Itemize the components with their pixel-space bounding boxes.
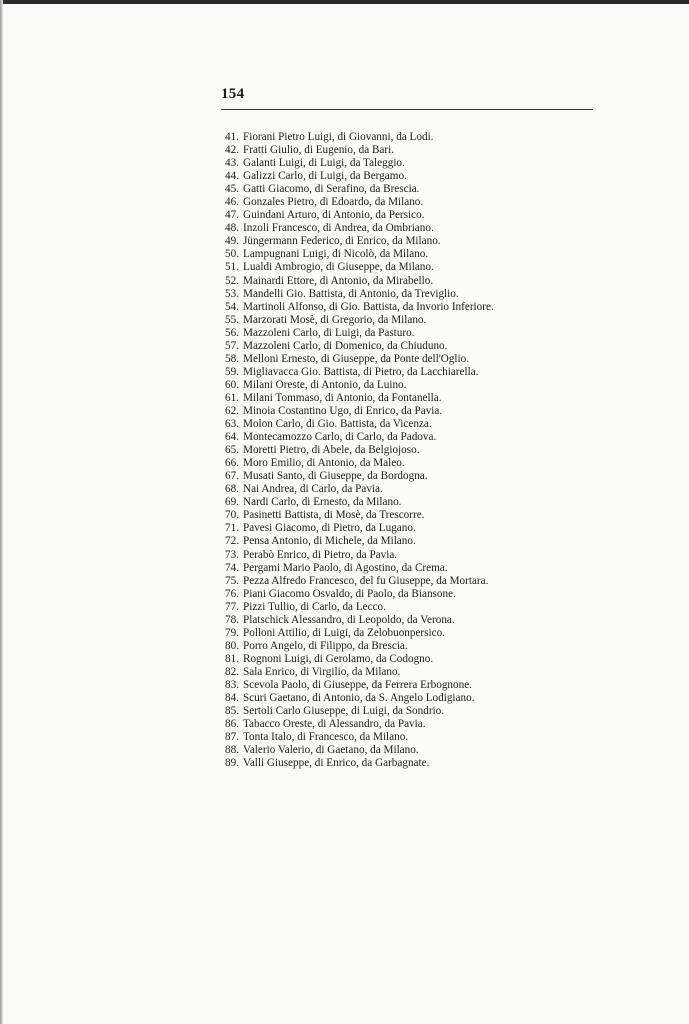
scan-left-edge bbox=[0, 0, 3, 1024]
entry-text: Molon Carlo, di Gio. Battista, da Vicenza. bbox=[243, 418, 432, 431]
list-item bbox=[213, 588, 494, 601]
entry-number: 86. bbox=[225, 718, 239, 731]
entry-text: Pergami Mario Paolo, di Agostino, da Crema. bbox=[243, 561, 448, 574]
entry-text: Jüngermann Federico, di Enrico, da Milano. bbox=[243, 235, 441, 248]
entry-number: 81. bbox=[225, 652, 239, 665]
list-item bbox=[213, 222, 494, 235]
entry-text: Musati Santo, di Giuseppe, da Bordogna. bbox=[243, 470, 428, 483]
list-item bbox=[213, 653, 494, 666]
list-item bbox=[213, 314, 494, 327]
entry-number: 45. bbox=[225, 183, 239, 196]
entry-text: Pasinetti Battista, di Mosè, da Trescorre. bbox=[243, 509, 425, 522]
entry-text: Melloni Ernesto, di Giuseppe, da Ponte dell'Oglio. bbox=[243, 352, 470, 365]
list-item bbox=[213, 431, 494, 444]
entry-text: Gonzales Pietro, di Edoardo, da Milano. bbox=[243, 196, 424, 209]
entry-text: Sala Enrico, di Virgilio, da Milano. bbox=[243, 665, 401, 678]
list-item bbox=[213, 183, 494, 196]
list-item bbox=[213, 457, 494, 470]
list-item bbox=[213, 705, 494, 718]
entry-text: Mazzoleni Carlo, di Luigi, da Pasturo. bbox=[243, 326, 415, 339]
entry-text: Pavesi Giacomo, di Pietro, da Lugano. bbox=[243, 522, 416, 535]
list-item bbox=[213, 144, 494, 157]
list-item bbox=[213, 562, 494, 575]
entry-number: 65. bbox=[225, 444, 239, 457]
list-item bbox=[213, 483, 494, 496]
list-item bbox=[213, 692, 494, 705]
list-item bbox=[213, 575, 494, 588]
list-item bbox=[213, 275, 494, 288]
entry-number: 69. bbox=[225, 496, 239, 509]
entry-number: 84. bbox=[225, 692, 239, 705]
entry-text: Nai Andrea, di Carlo, da Pavia. bbox=[243, 483, 383, 496]
entry-text: Mainardi Ettore, di Antonio, da Mirabello. bbox=[243, 274, 434, 287]
entry-number: 71. bbox=[225, 522, 239, 535]
list-item bbox=[213, 757, 494, 770]
entry-text: Valerio Valerio, di Gaetano, da Milano. bbox=[243, 744, 419, 757]
list-item bbox=[213, 744, 494, 757]
list-item bbox=[213, 170, 494, 183]
entry-text: Migliavacca Gio. Battista, di Pietro, da Lacchiarella. bbox=[243, 365, 479, 378]
entry-number: 66. bbox=[225, 457, 239, 470]
entry-number: 82. bbox=[225, 665, 239, 678]
entry-number: 70. bbox=[225, 509, 239, 522]
entry-number: 47. bbox=[225, 209, 239, 222]
list-item bbox=[213, 327, 494, 340]
name-list bbox=[213, 131, 494, 770]
entry-number: 75. bbox=[225, 574, 239, 587]
entry-number: 49. bbox=[225, 235, 239, 248]
entry-number: 72. bbox=[225, 535, 239, 548]
entry-number: 73. bbox=[225, 548, 239, 561]
list-item bbox=[213, 366, 494, 379]
list-item bbox=[213, 131, 494, 144]
entry-number: 54. bbox=[225, 300, 239, 313]
entry-number: 58. bbox=[225, 352, 239, 365]
scan-top-edge bbox=[0, 0, 689, 4]
entry-text: Pensa Antonio, di Michele, da Milano. bbox=[243, 535, 416, 548]
entry-text: Platschick Alessandro, di Leopoldo, da Verona. bbox=[243, 613, 455, 626]
entry-number: 60. bbox=[225, 378, 239, 391]
list-item bbox=[213, 640, 494, 653]
entry-text: Inzoli Francesco, di Andrea, da Ombriano. bbox=[243, 222, 434, 235]
list-item bbox=[213, 301, 494, 314]
list-item bbox=[213, 509, 494, 522]
entry-number: 85. bbox=[225, 705, 239, 718]
page-number: 154 bbox=[221, 86, 245, 102]
entry-number: 68. bbox=[225, 483, 239, 496]
entry-text: Porro Angelo, di Filippo, da Brescia. bbox=[243, 639, 408, 652]
list-item bbox=[213, 666, 494, 679]
entry-text: Scuri Gaetano, di Antonio, da S. Angelo Lodigiano. bbox=[243, 692, 475, 705]
list-item bbox=[213, 405, 494, 418]
list-item bbox=[213, 392, 494, 405]
entry-number: 56. bbox=[225, 326, 239, 339]
entry-number: 79. bbox=[225, 626, 239, 639]
entry-number: 87. bbox=[225, 731, 239, 744]
entry-text: Galanti Luigi, di Luigi, da Taleggio. bbox=[243, 157, 405, 170]
header-rule bbox=[221, 109, 593, 110]
entry-number: 51. bbox=[225, 261, 239, 274]
entry-text: Marzorati Mosè, di Gregorio, da Milano. bbox=[243, 313, 427, 326]
entry-text: Moro Emilio, di Antonio, da Maleo. bbox=[243, 457, 405, 470]
list-item bbox=[213, 157, 494, 170]
entry-number: 41. bbox=[225, 131, 239, 143]
entry-number: 50. bbox=[225, 248, 239, 261]
entry-number: 61. bbox=[225, 391, 239, 404]
entry-number: 77. bbox=[225, 600, 239, 613]
list-item bbox=[213, 614, 494, 627]
entry-number: 63. bbox=[225, 418, 239, 431]
entry-number: 52. bbox=[225, 274, 239, 287]
entry-text: Lualdi Ambrogio, di Giuseppe, da Milano. bbox=[243, 261, 434, 274]
list-item bbox=[213, 196, 494, 209]
entry-text: Milani Tommaso, di Antonio, da Fontanella. bbox=[243, 391, 442, 404]
list-item bbox=[213, 679, 494, 692]
entry-text: Tabacco Oreste, di Alessandro, da Pavia. bbox=[243, 718, 426, 731]
list-item bbox=[213, 535, 494, 548]
list-item bbox=[213, 340, 494, 353]
entry-text: Lampugnani Luigi, di Nicolò, da Milano. bbox=[243, 248, 429, 261]
list-item bbox=[213, 522, 494, 535]
list-item bbox=[213, 261, 494, 274]
entry-text: Pizzi Tullio, di Carlo, da Lecco. bbox=[243, 600, 386, 613]
list-item bbox=[213, 209, 494, 222]
entry-text: Scevola Paolo, di Giuseppe, da Ferrera Erbognone. bbox=[243, 678, 472, 691]
entry-number: 55. bbox=[225, 313, 239, 326]
entry-number: 44. bbox=[225, 170, 239, 183]
entry-text: Montecamozzo Carlo, di Carlo, da Padova. bbox=[243, 431, 437, 444]
entry-text: Martinoli Alfonso, di Gio. Battista, da Invorio Inferiore. bbox=[243, 300, 494, 313]
list-item bbox=[213, 353, 494, 366]
list-item bbox=[213, 235, 494, 248]
entry-number: 57. bbox=[225, 339, 239, 352]
entry-number: 46. bbox=[225, 196, 239, 209]
entry-number: 62. bbox=[225, 404, 239, 417]
entry-text: Sertoli Carlo Giuseppe, di Luigi, da Sondrio. bbox=[243, 705, 445, 718]
list-item bbox=[213, 601, 494, 614]
entry-number: 67. bbox=[225, 470, 239, 483]
entry-number: 80. bbox=[225, 639, 239, 652]
list-item bbox=[213, 288, 494, 301]
list-item bbox=[213, 718, 494, 731]
list-item bbox=[213, 444, 494, 457]
list-item bbox=[213, 248, 494, 261]
entry-number: 59. bbox=[225, 365, 239, 378]
list-item bbox=[213, 379, 494, 392]
entry-number: 89. bbox=[225, 757, 239, 770]
entry-number: 78. bbox=[225, 613, 239, 626]
entry-number: 53. bbox=[225, 287, 239, 300]
entry-text: Pezza Alfredo Francesco, del fu Giuseppe, da Mortara. bbox=[243, 574, 489, 587]
entry-text: Mandelli Gio. Battista, di Antonio, da Treviglio. bbox=[243, 287, 459, 300]
entry-text: Fratti Giulio, di Eugenio, da Bari. bbox=[243, 144, 395, 157]
list-item bbox=[213, 470, 494, 483]
entry-number: 74. bbox=[225, 561, 239, 574]
entry-number: 42. bbox=[225, 144, 239, 157]
entry-number: 83. bbox=[225, 678, 239, 691]
entry-text: Polloni Attilio, di Luigi, da Zelobuonpersico. bbox=[243, 626, 445, 639]
entry-text: Nardi Carlo, di Ernesto, da Milano. bbox=[243, 496, 402, 509]
entry-number: 48. bbox=[225, 222, 239, 235]
list-item bbox=[213, 496, 494, 509]
entry-text: Piani Giacomo Osvaldo, di Paolo, da Biansone. bbox=[243, 587, 456, 600]
entry-text: Guindani Arturo, di Antonio, da Persico. bbox=[243, 209, 425, 222]
list-item bbox=[213, 731, 494, 744]
entry-text: Galizzi Carlo, di Luigi, da Bergamo. bbox=[243, 170, 407, 183]
entry-number: 64. bbox=[225, 431, 239, 444]
entry-text: Perabò Enrico, di Pietro, da Pavia. bbox=[243, 548, 398, 561]
entry-number: 43. bbox=[225, 157, 239, 170]
list-item bbox=[213, 549, 494, 562]
entry-text: Minoia Costantino Ugo, di Enrico, da Pavia. bbox=[243, 404, 443, 417]
list-item bbox=[213, 418, 494, 431]
entry-text: Rognoni Luigi, di Gerolamo, da Codogno. bbox=[243, 652, 434, 665]
entry-text: Tonta Italo, di Francesco, da Milano. bbox=[243, 731, 409, 744]
entry-text: Mazzoleni Carlo, di Domenico, da Chiuduno. bbox=[243, 339, 448, 352]
entry-number: 88. bbox=[225, 744, 239, 757]
entry-text: Gatti Giacomo, di Serafino, da Brescia. bbox=[243, 183, 420, 196]
entry-text: Moretti Pietro, di Abele, da Belgiojoso. bbox=[243, 444, 420, 457]
entry-number: 76. bbox=[225, 587, 239, 600]
entry-text: Fiorani Pietro Luigi, di Giovanni, da Lodi. bbox=[243, 131, 434, 143]
entry-text: Valli Giuseppe, di Enrico, da Garbagnate. bbox=[243, 757, 430, 770]
list-item bbox=[213, 627, 494, 640]
entry-text: Milani Oreste, di Antonio, da Luino. bbox=[243, 378, 407, 391]
